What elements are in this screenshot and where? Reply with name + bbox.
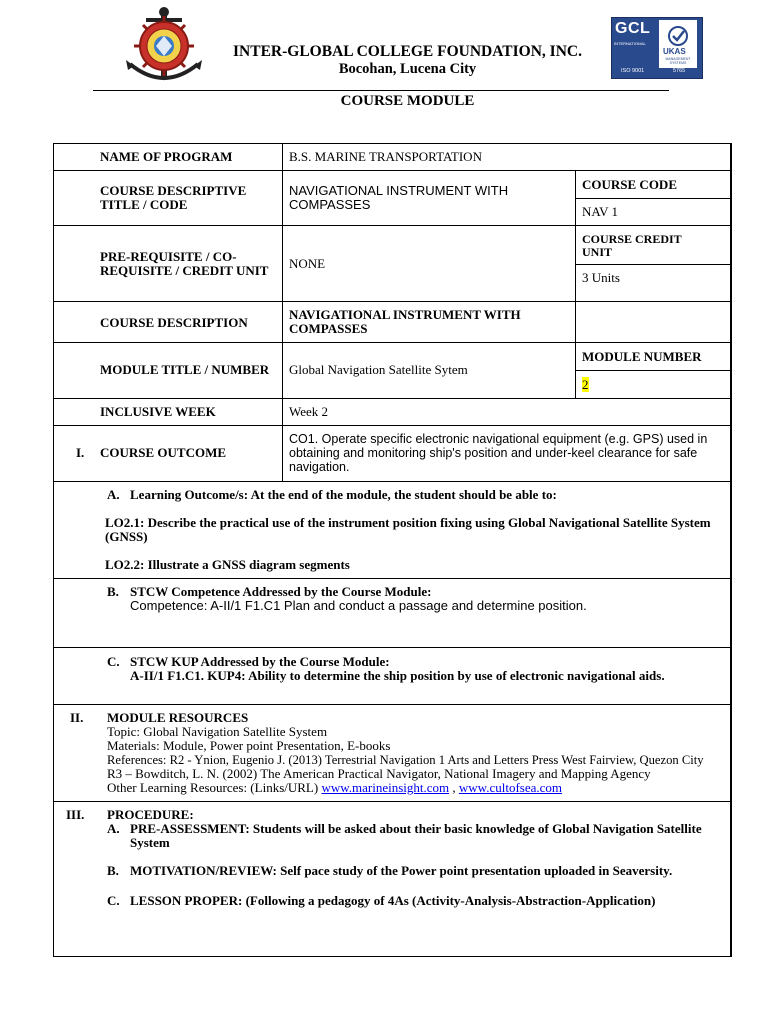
college-seal-logo [122,6,206,84]
kup-text: A-II/1 F1.C1. KUP4: Ability to determine the ship position by use of electronic navigational aids. [130,668,665,683]
section-b-letter: B. [107,584,119,599]
program-value: B.S. MARINE TRANSPORTATION [289,149,482,164]
ukas-sub: MANAGEMENT SYSTEMS [665,57,691,65]
resources-heading: MODULE RESOURCES [107,710,249,725]
outcome-value: CO1. Operate specific electronic navigational equipment (e.g. GPS) used in obtaining and monitoring ship's position and under-keel clearance for safe navigation. [289,432,708,474]
procedure-b-letter: B. [107,863,119,878]
credit-unit-value: 3 Units [582,270,620,285]
prereq-label: PRE-REQUISITE / CO-REQUISITE / CREDIT UNIT [100,249,269,278]
description-label: COURSE DESCRIPTION [100,315,248,330]
week-value: Week 2 [289,404,329,419]
cultofsea-link[interactable]: www.cultofsea.com [458,780,563,795]
resources-materials: Materials: Module, Power point Presentation, E-books [107,738,391,753]
outcome-numeral: I. [76,445,85,460]
program-label: NAME OF PROGRAM [100,149,233,164]
other-resources-label: Other Learning Resources: (Links/URL) [107,780,322,795]
document-title: COURSE MODULE [340,93,475,109]
gcl-sub: INTERNATIONAL [614,41,646,46]
module-title-label: MODULE TITLE / NUMBER [100,362,270,377]
week-label: INCLUSIVE WEEK [100,404,216,419]
section-c-heading: STCW KUP Addressed by the Course Module: [130,654,390,669]
module-number-value: 2 [582,377,589,392]
certification-logo [611,17,701,77]
learning-outcome-1: LO2.1: Describe the practical use of the instrument position fixing using Global Navigational Satellite System (GNSS) [105,515,711,544]
title-code-label: COURSE DESCRIPTIVE TITLE / CODE [100,183,247,212]
college-name: INTER-GLOBAL COLLEGE FOUNDATION, INC. [233,43,582,60]
outcome-label: COURSE OUTCOME [100,445,227,460]
pre-assessment-text: PRE-ASSESSMENT: Students will be asked about their basic knowledge of Global Navigation Satellite System [130,821,702,850]
resources-numeral: II. [70,710,84,725]
title-code-value: NAVIGATIONAL INSTRUMENT WITH COMPASSES [289,183,509,212]
credit-unit-label: COURSE CREDIT UNIT [582,232,682,259]
procedure-a-letter: A. [107,821,120,836]
motivation-review-text: MOTIVATION/REVIEW: Self pace study of the Power point presentation uploaded in Seaversity. [130,863,673,878]
procedure-heading: PROCEDURE: [107,807,194,822]
description-value: NAVIGATIONAL INSTRUMENT WITH COMPASSES [289,307,521,336]
section-c-letter: C. [107,654,120,669]
college-address: Bocohan, Lucena City [338,61,477,77]
resources-links [107,781,562,795]
competence-text: Competence: A-II/1 F1.C1 Plan and conduct a passage and determine position. [130,598,587,613]
prereq-value: NONE [289,256,326,271]
resources-topic: Topic: Global Navigation Satellite System [107,724,328,739]
learning-outcome-2: LO2.2: Illustrate a GNSS diagram segments [105,557,350,572]
link-separator: , [449,780,459,795]
header-divider [93,90,669,91]
course-code-value: NAV 1 [582,204,619,219]
gcl-brand: GCL [615,20,651,37]
course-code-label: COURSE CODE [582,177,677,192]
procedure-numeral: III. [66,807,85,822]
marineinsight-link[interactable]: www.marineinsight.com [321,780,450,795]
section-a-letter: A. [107,487,120,502]
iso-label: ISO 9001 [621,68,645,74]
resources-reference-1: References: R2 - Ynion, Eugenio J. (2013) Terrestrial Navigation 1 Arts and Letters Press West Fairview, Quezon City [107,753,704,767]
ukas-label: UKAS [663,47,686,56]
module-title-value: Global Navigation Satellite Sytem [289,362,468,377]
resources-reference-2: R3 – Bowditch, L. N. (2002) The American Practical Navigator, National Imagery and Mapping Agency [107,766,651,781]
ukas-crown-icon [667,24,689,46]
procedure-c-letter: C. [107,893,120,908]
section-b-heading: STCW Competence Addressed by the Course Module: [130,584,432,599]
section-a-heading: Learning Outcome/s: At the end of the module, the student should be able to: [130,487,557,502]
lesson-proper-text: LESSON PROPER: (Following a pedagogy of 4As (Activity-Analysis-Abstraction-Application) [130,893,656,908]
module-number-label: MODULE NUMBER [582,349,702,364]
cert-code: 5765 [673,68,686,74]
